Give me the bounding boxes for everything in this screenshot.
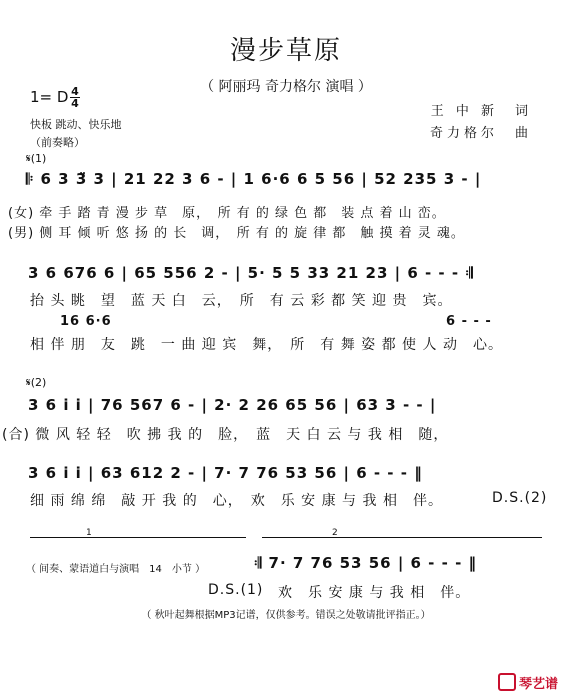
lyric-line-2: 抬 头 眺 望 蓝 天 白 云， 所 有 云 彩 都 笑 迎 贵 宾。 <box>30 293 453 309</box>
notation-line-3-end: 6 - - - <box>446 314 492 329</box>
logo-text: 琴艺谱 <box>518 677 558 692</box>
page-title: 漫步草原 <box>229 36 342 66</box>
volta-1-number: 1 <box>86 528 92 538</box>
logo-icon <box>498 673 516 691</box>
lyricist-credit: 王 中 新 词 <box>430 104 532 119</box>
notation-line-coda: 𝄇 7· 7 76 53 56 | 6 - - - ‖ <box>254 554 478 572</box>
volta-2-number: 2 <box>332 528 338 538</box>
lyric-line-3: 相 伴 朋 友 跳 一 曲 迎 宾 舞， 所 有 舞 姿 都 使 人 动 心。 <box>30 337 503 353</box>
interlude-note: （ 间奏、蒙语道白与演唱 14 小节 ） <box>26 564 206 575</box>
notation-line-3-upper: 16 6·6 <box>60 314 112 329</box>
time-signature <box>70 86 80 109</box>
intro-note: （前奏略） <box>30 136 85 149</box>
lyric-line-1a: (女) 牵 手 踏 青 漫 步 草 原， 所 有 的 绿 色 都 装 点 着 山 峦。 <box>8 206 446 221</box>
key-signature: 1= D <box>30 88 69 106</box>
lyric-line-5: 细 雨 绵 绵 敲 开 我 的 心， 欢 乐 安 康 与 我 相 伴。 <box>30 493 443 509</box>
transcription-note: （ 秋叶起舞根据MP3记谱，仅供参考。错误之处敬请批评指正。） <box>141 610 431 621</box>
ds-1-marking: D.S.(1) <box>208 582 264 598</box>
tempo-marking: 快板 跳动、快乐地 <box>30 118 122 131</box>
volta-2-line <box>262 537 542 538</box>
volta-1-line <box>30 537 246 538</box>
meter-bottom: 4 <box>71 97 79 110</box>
lyric-line-1b: (男) 侧 耳 倾 听 悠 扬 的 长 调， 所 有 的 旋 律 都 触 摸 着 灵 魂。 <box>8 226 465 241</box>
notation-line-4: 3 6 i i | 76 567 6 - | 2· 2 26 65 56 | 63 3 - - | <box>28 396 437 414</box>
lyric-line-4: (合) 微 风 轻 轻 吹 拂 我 的 脸， 蓝 天 白 云 与 我 相 随， <box>2 427 449 443</box>
lyric-line-coda: 欢 乐 安 康 与 我 相 伴。 <box>278 585 471 601</box>
segno-1: 𝄋(1) <box>26 152 47 165</box>
notation-line-5: 3 6 i i | 63 612 2 - | 7· 7 76 53 56 | 6 - - - ‖ <box>28 464 423 482</box>
segno-2: 𝄋(2) <box>26 376 47 389</box>
site-logo <box>498 673 558 692</box>
composer-credit: 奇力格尔 曲 <box>429 126 532 141</box>
ds-2-marking: D.S.(2) <box>492 490 548 506</box>
notation-line-1: 𝄆 6 3 3̈ 3 | 21 22 3 6 - | 1 6·6 6 5 56 | 52 235 3 - | <box>26 170 482 188</box>
notation-line-2: 3 6 676 6 | 65 556 2 - | 5· 5 5 33 21 23 | 6 - - - 𝄇 <box>28 264 474 282</box>
meter-top: 4 <box>71 85 79 98</box>
performer-subtitle: （ 阿丽玛 奇力格尔 演唱 ） <box>200 79 372 95</box>
